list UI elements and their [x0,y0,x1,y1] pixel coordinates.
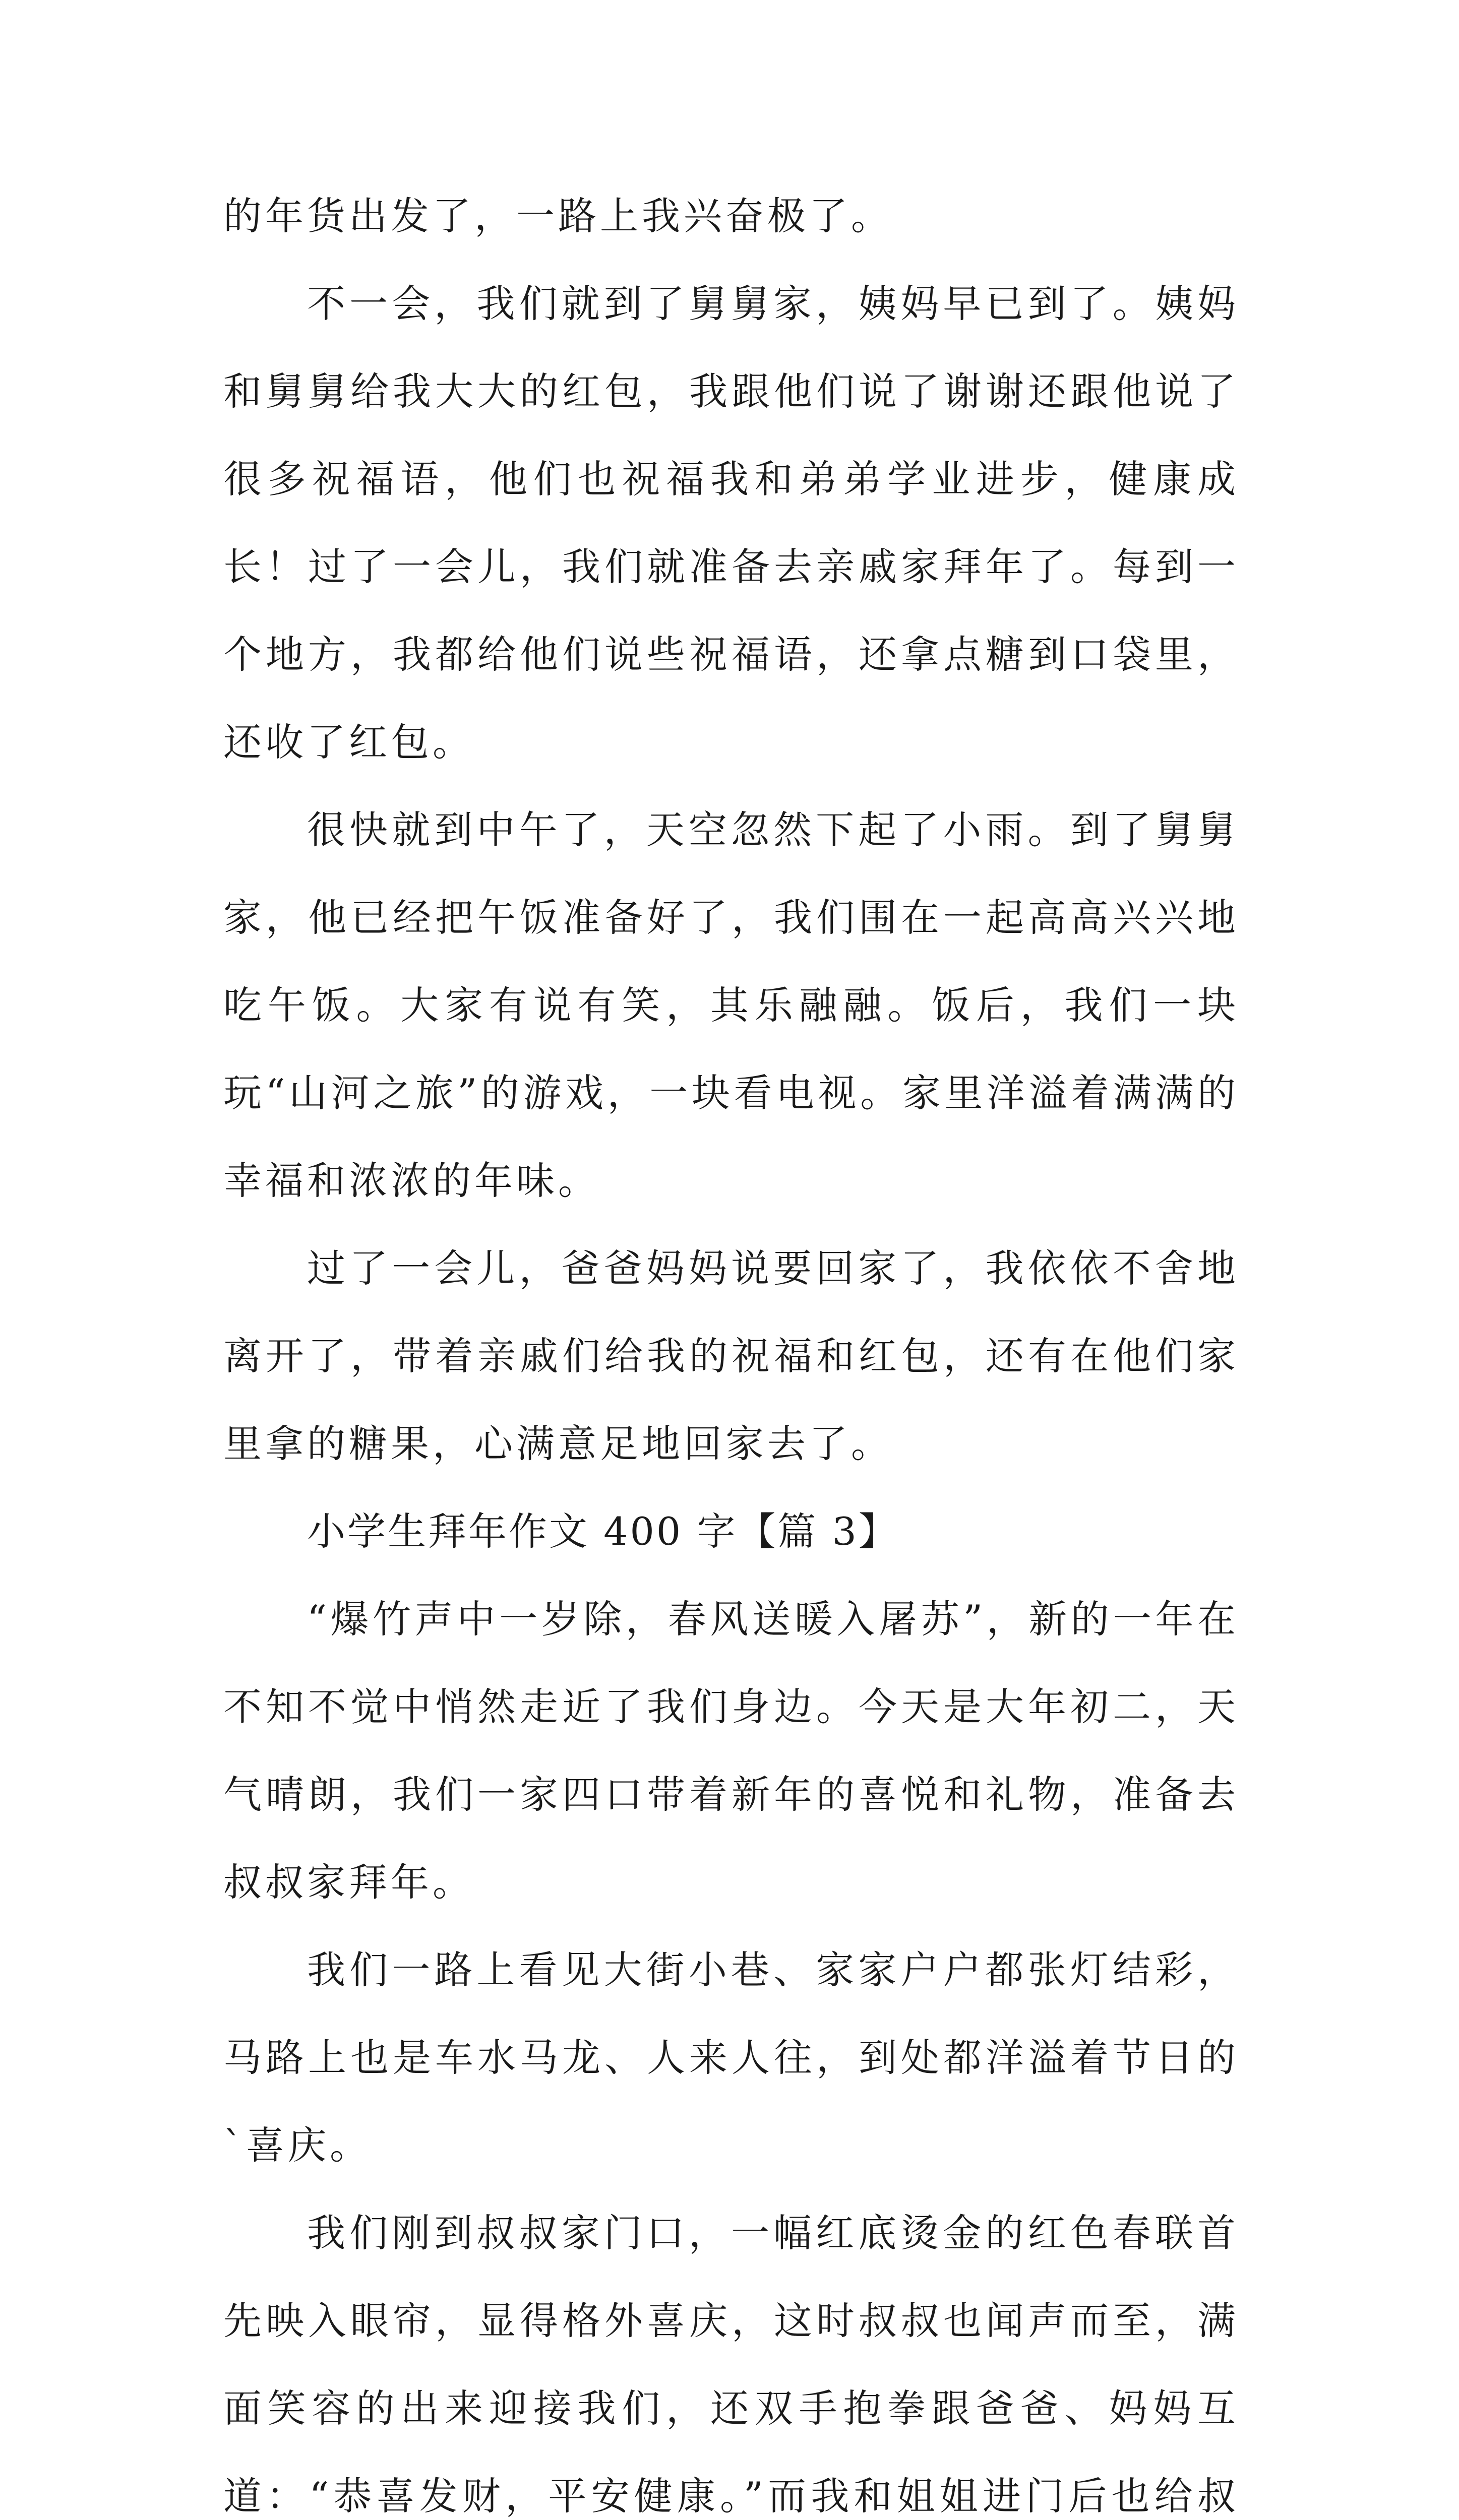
paragraph-arrival: 我们刚到叔叔家门口，一幅红底烫金的红色春联首先映入眼帘，显得格外喜庆，这时叔叔也闻声而至，满面笑容的出来迎接我们，还双手抱拳跟爸爸、妈妈互道：“恭喜发财，平安健康。”而我和姐姐进门后也给叔 [223,2211,1239,2518]
paragraph-street-scene: 我们一路上看见大街小巷、家家户户都张灯结彩，马路上也是车水马龙、人来人往，到处都洋溢着节日的`喜庆。 [223,1947,1239,2168]
paragraph-going-home: 过了一会儿，爸爸妈妈说要回家了，我依依不舍地离开了，带着亲戚们给我的祝福和红包，还有在他们家里拿的糖果，心满意足地回家去了。 [223,1246,1239,1466]
paragraph-continuation: 的年货出发了，一路上我兴奋极了。 [223,194,893,238]
paragraph-uncle-visit: 不一会，我们就到了舅舅家，姨妈早已到了。姨妈和舅舅给我大大的红包，我跟他们说了谢谢还跟他说了很多祝福语，他们也祝福我和弟弟学业进步，健康成长！过了一会儿，我们就准备去亲戚家拜年了。每到一个地方，我都给他们说些祝福语，还拿点糖到口袋里，还收了红包。 [223,281,1239,765]
section-title: 小学生拜年作文 400 字【篇 3】 [307,1509,899,1554]
paragraph-new-year-intro: “爆竹声中一岁除，春风送暖入屠苏”，新的一年在不知不觉中悄然走近了我们身边。今天是大年初二，天气晴朗，我们一家四口带着新年的喜悦和礼物，准备去叔叔家拜年。 [223,1597,1239,1905]
paragraph-lunch: 很快就到中午了，天空忽然下起了小雨。到了舅舅家，他已经把午饭准备好了，我们围在一起高高兴兴地吃午饭。大家有说有笑，其乐融融。饭后，我们一块玩“山河之旅”的游戏，一块看电视。家里洋溢着满满的幸福和浓浓的年味。 [223,807,1239,1203]
document-body [223,172,1239,2520]
